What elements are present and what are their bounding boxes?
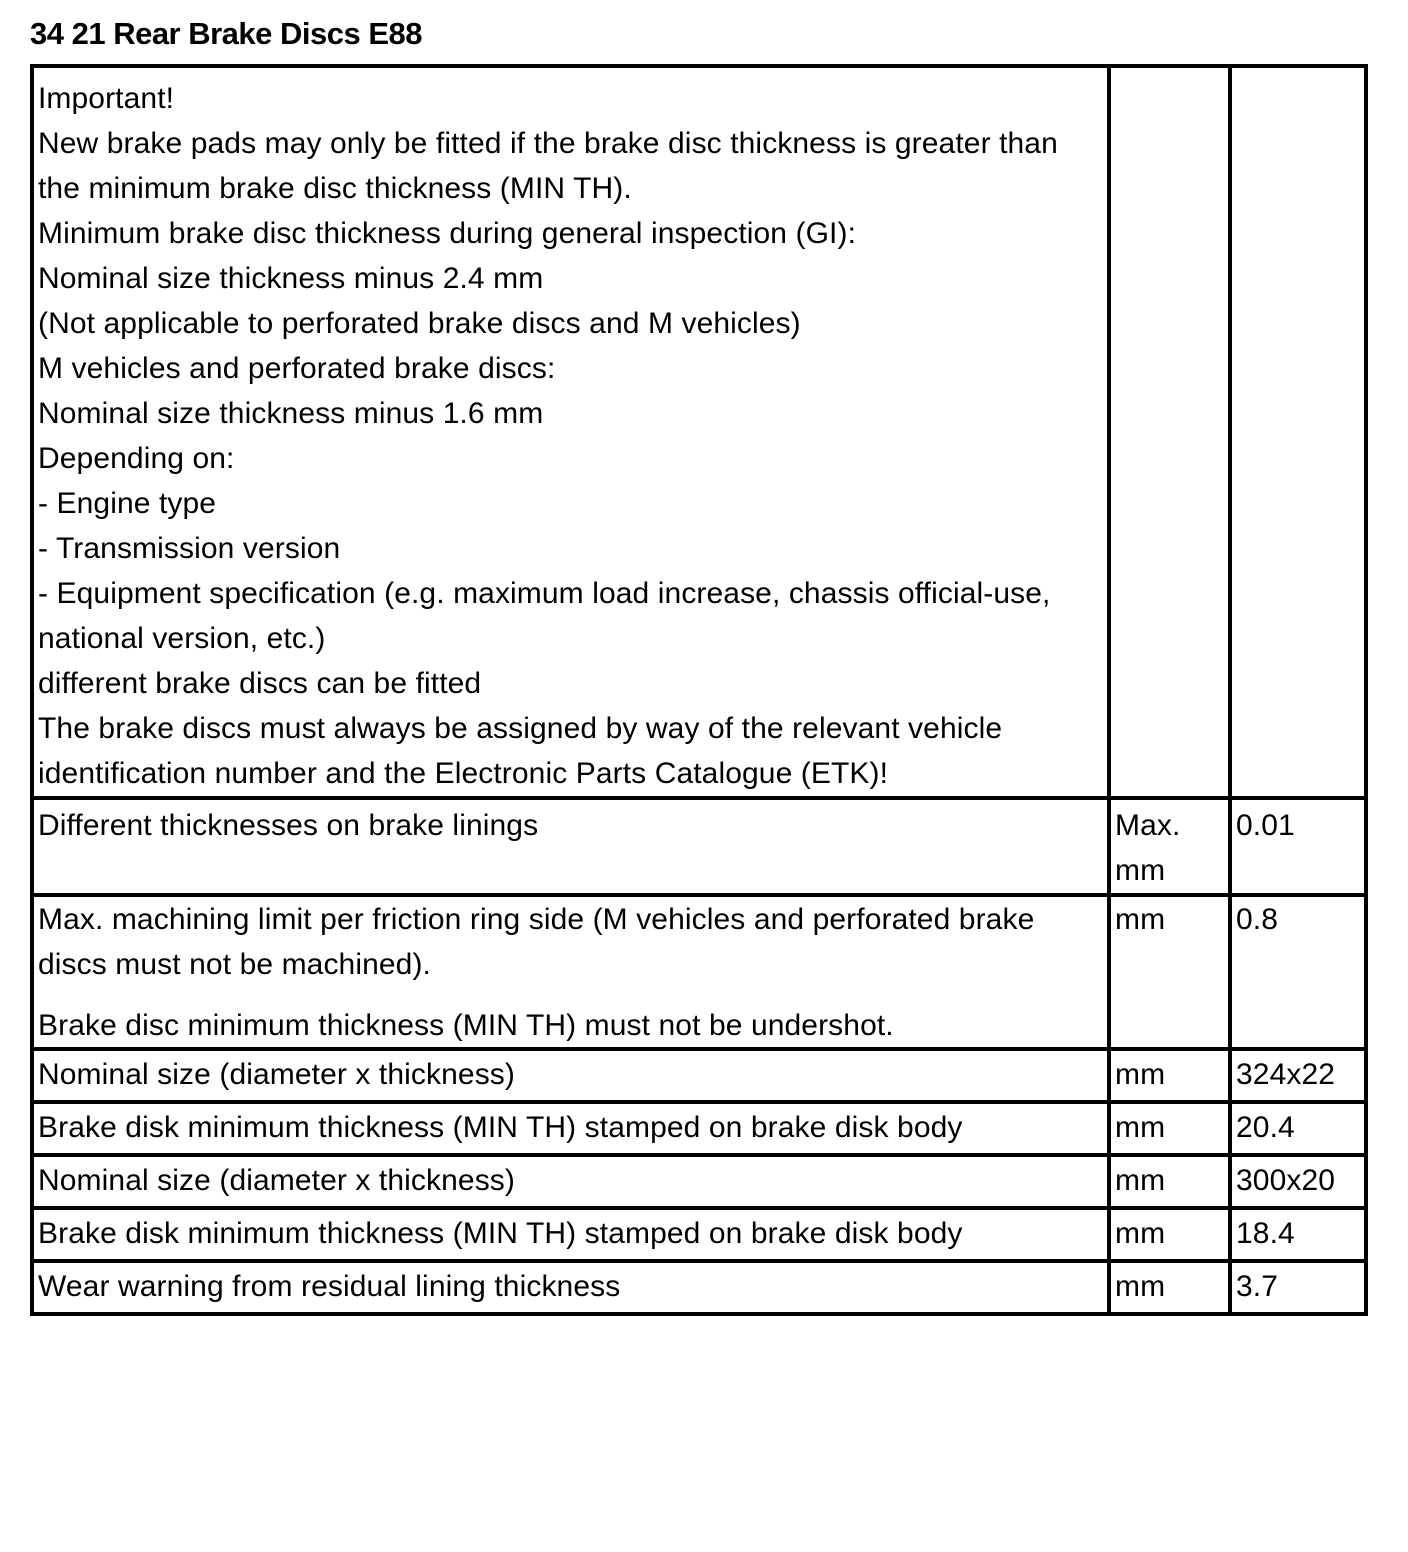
description-cell: Brake disk minimum thickness (MIN TH) stamped on brake disk body — [32, 1208, 1109, 1261]
table-row — [32, 895, 1366, 1049]
unit-cell: mm — [1109, 1155, 1230, 1208]
table-row — [32, 1102, 1366, 1155]
page-title: 34 21 Rear Brake Discs E88 — [30, 16, 423, 51]
intro-paragraph: The brake discs must always be assigned by way of the relevant vehicle identification number and the Electronic Parts Catalogue (ETK)! — [38, 712, 1003, 790]
table-row — [32, 1261, 1366, 1314]
description-cell — [32, 895, 1109, 1049]
intro-paragraph: - Transmission version — [38, 532, 341, 565]
intro-paragraph: Depending on: — [38, 442, 235, 475]
intro-paragraph: Nominal size thickness minus 1.6 mm — [38, 397, 544, 430]
table-row — [32, 1049, 1366, 1102]
unit-cell: Max. mm — [1109, 798, 1230, 895]
value-cell: 300x20 — [1230, 1155, 1366, 1208]
specification-table — [30, 64, 1368, 1316]
intro-paragraph: New brake pads may only be fitted if the brake disc thickness is greater than the minimum brake disc thickness (MIN TH). — [38, 127, 1058, 205]
unit-cell: mm — [1109, 1261, 1230, 1314]
description-note: Brake disc minimum thickness (MIN TH) must not be undershot. — [38, 1009, 894, 1042]
intro-paragraph: Nominal size thickness minus 2.4 mm — [38, 262, 544, 295]
unit-cell: mm — [1109, 1049, 1230, 1102]
intro-value-cell — [1230, 66, 1366, 798]
value-cell: 18.4 — [1230, 1208, 1366, 1261]
intro-row — [32, 66, 1366, 798]
description-text: Max. machining limit per friction ring side (M vehicles and perforated brake discs must not be machined). — [38, 903, 1035, 981]
table-row — [32, 1208, 1366, 1261]
description-cell: Different thicknesses on brake linings — [32, 798, 1109, 895]
description-cell: Brake disk minimum thickness (MIN TH) stamped on brake disk body — [32, 1102, 1109, 1155]
description-cell: Nominal size (diameter x thickness) — [32, 1155, 1109, 1208]
intro-paragraph: - Engine type — [38, 487, 217, 520]
value-cell: 324x22 — [1230, 1049, 1366, 1102]
description-cell: Wear warning from residual lining thickness — [32, 1261, 1109, 1314]
value-cell — [1230, 895, 1366, 1049]
intro-paragraph: different brake discs can be fitted — [38, 667, 482, 700]
intro-unit-cell — [1109, 66, 1230, 798]
unit-cell: mm — [1109, 1102, 1230, 1155]
intro-paragraph: M vehicles and perforated brake discs: — [38, 352, 556, 385]
unit-text: mm — [1115, 903, 1166, 936]
intro-paragraph: Important! — [38, 82, 175, 115]
unit-cell: mm — [1109, 1208, 1230, 1261]
unit-cell — [1109, 895, 1230, 1049]
value-cell: 20.4 — [1230, 1102, 1366, 1155]
intro-paragraph: - Equipment specification (e.g. maximum load increase, chassis official-use, national version, etc.) — [38, 577, 1051, 655]
value-text: 0.8 — [1236, 903, 1279, 936]
value-cell: 0.01 — [1230, 798, 1366, 895]
intro-description-cell — [32, 66, 1109, 798]
table-row — [32, 798, 1366, 895]
value-cell: 3.7 — [1230, 1261, 1366, 1314]
intro-paragraph: Minimum brake disc thickness during general inspection (GI): — [38, 217, 857, 250]
description-cell: Nominal size (diameter x thickness) — [32, 1049, 1109, 1102]
intro-paragraph: (Not applicable to perforated brake discs and M vehicles) — [38, 307, 801, 340]
table-row — [32, 1155, 1366, 1208]
